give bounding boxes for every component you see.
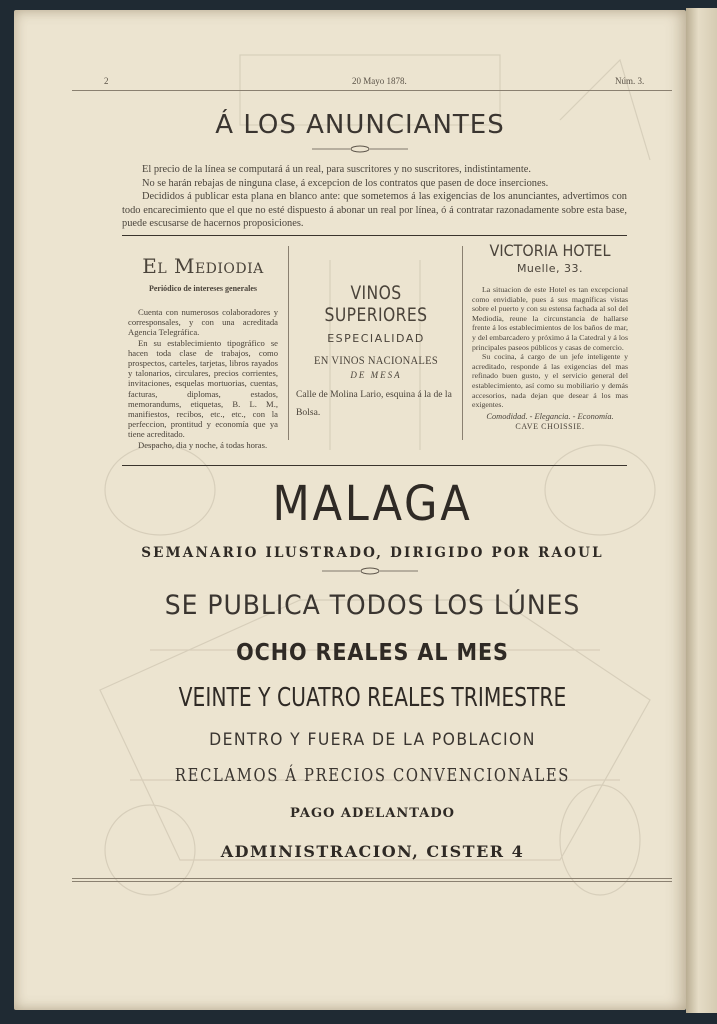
ad-vinos-superiores — [296, 282, 456, 422]
column-divider — [288, 246, 289, 440]
malaga-line-dentro: DENTRO Y FUERA DE LA POBLACION — [209, 730, 536, 750]
ad-title: VINOS SUPERIORES — [324, 282, 428, 326]
title-ornament — [310, 144, 410, 157]
ad-el-mediodia — [128, 254, 278, 450]
issue-number: Núm. 3. — [615, 76, 645, 86]
bottom-rule — [72, 881, 672, 882]
ad-subtitle: Muelle, 33. — [516, 262, 584, 275]
ad-line: ESPECIALIDAD — [327, 332, 425, 345]
ad-line: EN VINOS NACIONALES — [314, 353, 438, 367]
malaga-line-pago: PAGO ADELANTADO — [290, 806, 455, 821]
section-divider — [122, 235, 627, 236]
section-divider — [122, 465, 627, 466]
ad-paragraph: La situacion de este Hotel es tan excepcional como envidiable, pues á sus magníficas vistas sobre el puerto y con su estensa fachada al sol del Mediodía, reune la circunstancia de hallarse frente á los establecimientos de los baños de mar, y del embarcadero y próximo á la Catedral y á los principales paseos públicos y casas de comercio. — [472, 285, 628, 352]
ad-paragraph: Su cocina, á cargo de un jefe inteligente y acreditado, responde á las exigencias del mas refinado buen gusto, y el servicio general del establecimiento, así como su mobiliario y demás accesorios, nada dejan que desear á los mas exigentes. — [472, 352, 628, 410]
malaga-line-administracion: ADMINISTRACION, CISTER 4 — [220, 842, 525, 861]
notice-paragraph: Decididos á publicar esta plana en blanco ante: que sometemos á las exigencias de los anunciantes, advertimos con todo encarecimiento que el que no esté dispuesto á abonar un real por línea, ó á contratar razonadamente sobre esta base, puede escusarse de hacernos proposiciones. — [122, 191, 627, 229]
ad-subtitle: Periódico de intereses generales — [148, 284, 258, 293]
malaga-line-price-month: OCHO REALES AL MES — [236, 640, 509, 666]
ad-motto: Comodidad. - Elegancia. - Economía. — [486, 411, 614, 421]
page-number: 2 — [104, 76, 109, 86]
ad-title: El Mediodia — [142, 254, 264, 278]
ad-paragraph: Despacho, dia y noche, á todas horas. — [138, 439, 268, 450]
malaga-line-reclamos: RECLAMOS Á PRECIOS CONVENCIONALES — [174, 765, 571, 786]
notice-paragraph: No se harán rebajas de ninguna clase, á excepcion de los contratos que pasen de doce inserciones. — [142, 177, 549, 189]
ad-paragraph: Cuenta con numerosos colaboradores y corresponsales, y con una acreditada Agencia Telegráfica. — [128, 307, 278, 338]
column-divider — [462, 246, 463, 440]
advertisers-notice — [122, 163, 627, 231]
ad-line: DE MESA — [350, 370, 402, 380]
section-title: Á LOS ANUNCIANTES — [215, 110, 505, 140]
ad-paragraph: En su establecimiento tipográfico se hacen toda clase de trabajos, como prospectos, carteles, tarjetas, libros rayados y talonarios, circulares, precios corrientes, invitaciones, esquelas mortuorias, cuentas, facturas, diplomas, estados, memorandums, etiquetas, B. L. M., manifiestos, recibos, etc., etc., con la perfeccion, prontitud y economía que ya tiene acreditado. — [128, 337, 278, 440]
ad-title: VICTORIA HOTEL — [489, 241, 611, 260]
bottom-rule — [72, 878, 672, 879]
header-rule — [72, 90, 672, 91]
malaga-subtitle: SEMANARIO ILUSTRADO, DIRIGIDO POR RAOUL — [141, 545, 604, 561]
malaga-title: MALAGA — [272, 476, 473, 532]
issue-date: 20 Mayo 1878. — [352, 76, 407, 86]
ad-victoria-hotel — [472, 241, 628, 431]
malaga-line-price-quarter: VEINTE Y CUATRO REALES TRIMESTRE — [178, 683, 567, 713]
ad-address: Calle de Molina Lario, esquina á la de la Bolsa. — [296, 389, 452, 418]
malaga-line-publica: SE PUBLICA TODOS LOS LÚNES — [164, 590, 581, 621]
notice-paragraph: El precio de la línea se computará á un real, para suscritores y no suscritores, indistintamente. — [142, 164, 531, 175]
malaga-ornament — [320, 566, 420, 579]
ad-signature: CAVE CHOISSIE. — [515, 421, 585, 431]
